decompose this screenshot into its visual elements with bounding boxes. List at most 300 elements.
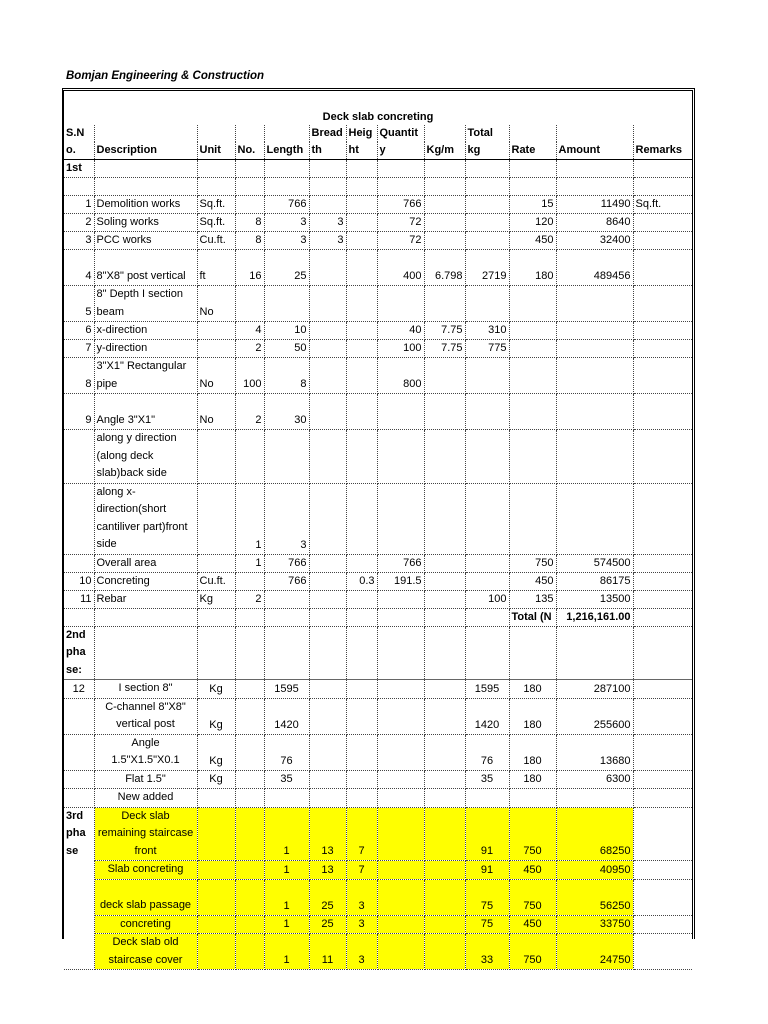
table-cell (309, 250, 346, 286)
table-cell: 13500 (556, 590, 633, 608)
table-cell: 1 (264, 879, 309, 915)
table-cell (377, 394, 424, 430)
table-cell (509, 178, 556, 196)
table-cell (424, 680, 465, 699)
table-cell: 1595 (465, 680, 509, 699)
table-cell: 3 (309, 214, 346, 232)
table-cell: 86175 (556, 572, 633, 590)
table-cell: 5 (64, 286, 94, 322)
phase-label: 1st (64, 160, 94, 178)
table-cell: No (197, 358, 235, 394)
table-row (64, 340, 692, 358)
table-cell (346, 554, 377, 572)
table-cell (235, 286, 264, 322)
table-cell (633, 608, 692, 626)
table-cell (465, 572, 509, 590)
table-row (64, 770, 692, 789)
table-cell (346, 789, 377, 808)
header-quantity-2: y (377, 142, 424, 160)
table-cell (633, 160, 692, 178)
table-cell (424, 554, 465, 572)
description-cell: deck slab passage (94, 879, 197, 915)
table-row (64, 789, 692, 808)
table-cell (94, 178, 197, 196)
table-cell (556, 178, 633, 196)
table-cell: 100 (377, 340, 424, 358)
table-row (64, 286, 692, 322)
table-row highlighted (64, 915, 692, 934)
table-cell: 7.75 (424, 322, 465, 340)
table-cell (346, 680, 377, 699)
table-cell (556, 626, 633, 680)
header-remarks: Remarks (633, 142, 692, 160)
table-cell: 6 (64, 322, 94, 340)
table-cell (377, 680, 424, 699)
table-row (64, 572, 692, 590)
table-cell: 13 (309, 861, 346, 880)
table-cell (424, 861, 465, 880)
table-cell: 1595 (264, 680, 309, 699)
table-cell (424, 626, 465, 680)
table-cell (64, 554, 94, 572)
table-cell (424, 590, 465, 608)
table-cell (424, 734, 465, 770)
total-value: 1,216,161.00 (556, 608, 633, 626)
table-cell (377, 626, 424, 680)
table-cell (197, 626, 235, 680)
table-cell (424, 483, 465, 554)
table-cell (309, 160, 346, 178)
table-cell: 2 (235, 590, 264, 608)
description-cell: I section 8" (94, 680, 197, 699)
table-cell: 35 (264, 770, 309, 789)
table-cell (235, 934, 264, 970)
table-cell: 310 (465, 322, 509, 340)
header-sn-2: o. (64, 142, 94, 160)
table-cell (556, 789, 633, 808)
table-cell: Sq.ft. (197, 196, 235, 214)
table-cell: 255600 (556, 698, 633, 734)
header-length: Length (264, 142, 309, 160)
table-cell (235, 196, 264, 214)
header-unit: Unit (197, 142, 235, 160)
table-cell (309, 340, 346, 358)
description-cell: Angle 3"X1" (94, 394, 197, 430)
table-cell: 6.798 (424, 250, 465, 286)
table-cell: 3 (309, 232, 346, 250)
table-cell (197, 789, 235, 808)
table-cell: 40 (377, 322, 424, 340)
table-cell (424, 879, 465, 915)
table-cell (309, 178, 346, 196)
table-row (64, 554, 692, 572)
table-cell (465, 178, 509, 196)
table-cell: 287100 (556, 680, 633, 699)
table-cell (235, 861, 264, 880)
table-cell (377, 160, 424, 178)
estimate-table (64, 125, 692, 970)
header-height: Heig (346, 125, 377, 142)
table-cell: 2 (64, 214, 94, 232)
header-breadth-2: th (309, 142, 346, 160)
table-cell (64, 430, 94, 484)
table-cell (94, 608, 197, 626)
table-cell (633, 879, 692, 915)
table-cell (424, 394, 465, 430)
table-cell: 450 (509, 915, 556, 934)
table-cell: Kg (197, 590, 235, 608)
table-cell (633, 250, 692, 286)
table-cell: 3 (264, 214, 309, 232)
table-cell: 450 (509, 232, 556, 250)
table-cell: 40950 (556, 861, 633, 880)
table-cell (424, 178, 465, 196)
table-cell (424, 214, 465, 232)
table-cell (633, 807, 692, 861)
table-cell: 25 (309, 915, 346, 934)
table-cell (309, 698, 346, 734)
table-cell: 7 (346, 807, 377, 861)
table-cell (235, 178, 264, 196)
table-cell: 180 (509, 734, 556, 770)
table-cell (633, 178, 692, 196)
table-cell (64, 698, 94, 734)
sheet-title: Deck slab concreting (322, 111, 434, 123)
table-cell: 10 (64, 572, 94, 590)
table-cell: 1 (64, 196, 94, 214)
table-cell: 180 (509, 680, 556, 699)
table-cell: 3 (346, 915, 377, 934)
description-cell: 3"X1" Rectangular pipe (94, 358, 197, 394)
table-cell (309, 430, 346, 484)
table-cell: 33 (465, 934, 509, 970)
table-cell: Kg (197, 770, 235, 789)
header-kgm: Kg/m (424, 142, 465, 160)
table-cell (377, 608, 424, 626)
table-cell: 100 (465, 590, 509, 608)
table-cell (556, 322, 633, 340)
description-cell: Soling works (94, 214, 197, 232)
table-cell (633, 483, 692, 554)
table-cell: 1420 (264, 698, 309, 734)
phase-label: 2nd pha se: (64, 626, 94, 680)
table-cell (633, 789, 692, 808)
table-cell (633, 340, 692, 358)
table-cell: 13680 (556, 734, 633, 770)
header-row-1 (64, 125, 692, 142)
table-cell (94, 160, 197, 178)
table-cell: 72 (377, 214, 424, 232)
table-cell: 8 (64, 358, 94, 394)
table-cell (633, 698, 692, 734)
table-cell: 76 (264, 734, 309, 770)
table-cell: 91 (465, 807, 509, 861)
table-cell (197, 178, 235, 196)
table-cell (235, 879, 264, 915)
table-cell (377, 483, 424, 554)
table-cell (235, 608, 264, 626)
table-cell: 16 (235, 250, 264, 286)
header-sn: S.N (64, 125, 94, 142)
table-cell (94, 626, 197, 680)
table-cell (424, 934, 465, 970)
description-cell: Flat 1.5" (94, 770, 197, 789)
description-cell: Overall area (94, 554, 197, 572)
table-cell (377, 286, 424, 322)
table-cell: 180 (509, 770, 556, 789)
description-cell: x-direction (94, 322, 197, 340)
table-cell (465, 286, 509, 322)
table-cell (346, 608, 377, 626)
table-cell (633, 590, 692, 608)
table-cell: 1 (264, 915, 309, 934)
table-cell: 11 (64, 590, 94, 608)
table-cell (346, 214, 377, 232)
table-cell: 72 (377, 232, 424, 250)
table-cell: No (197, 394, 235, 430)
table-cell (235, 698, 264, 734)
table-cell (509, 394, 556, 430)
table-row (64, 590, 692, 608)
table-cell (377, 698, 424, 734)
description-cell: Slab concreting (94, 861, 197, 880)
table-cell: 15 (509, 196, 556, 214)
description-cell: along y direction (along deck slab)back side (94, 430, 197, 484)
table-cell: 10 (264, 322, 309, 340)
table-cell (346, 250, 377, 286)
table-row highlighted (64, 879, 692, 915)
table-cell: 75 (465, 915, 509, 934)
table-cell (235, 160, 264, 178)
phase-2-label-row (64, 626, 692, 680)
table-cell: 3 (264, 232, 309, 250)
description-cell: along x-direction(short cantiliver part)front side (94, 483, 197, 554)
table-cell (309, 196, 346, 214)
table-cell: Sq.ft. (197, 214, 235, 232)
table-cell (509, 340, 556, 358)
table-cell (633, 934, 692, 970)
table-row (64, 358, 692, 394)
estimate-sheet (62, 88, 695, 966)
table-cell: 775 (465, 340, 509, 358)
table-cell (556, 483, 633, 554)
table-cell (556, 286, 633, 322)
description-cell: Deck slab old staircase cover (94, 934, 197, 970)
table-cell: 12 (64, 680, 94, 699)
table-cell (424, 196, 465, 214)
table-cell (465, 430, 509, 484)
table-cell (633, 394, 692, 430)
table-cell: ft (197, 250, 235, 286)
table-cell (64, 483, 94, 554)
table-cell: 1420 (465, 698, 509, 734)
table-cell: 56250 (556, 879, 633, 915)
table-cell: 766 (264, 554, 309, 572)
table-cell: 489456 (556, 250, 633, 286)
table-cell (346, 430, 377, 484)
table-cell (197, 322, 235, 340)
table-cell: 25 (264, 250, 309, 286)
table-cell: 68250 (556, 807, 633, 861)
table-cell (377, 430, 424, 484)
header-no: No. (235, 142, 264, 160)
table-cell (346, 734, 377, 770)
table-cell (633, 554, 692, 572)
table-cell: Kg (197, 698, 235, 734)
table-cell (424, 608, 465, 626)
table-row (64, 734, 692, 770)
table-cell (235, 572, 264, 590)
table-cell: 9 (64, 394, 94, 430)
table-cell (465, 196, 509, 214)
table-row highlighted (64, 934, 692, 970)
table-cell: 7 (346, 861, 377, 880)
table-cell: 3 (64, 232, 94, 250)
table-cell (309, 572, 346, 590)
table-cell: 450 (509, 861, 556, 880)
table-cell (235, 789, 264, 808)
table-cell: 750 (509, 934, 556, 970)
phase-label: 3rd pha se (64, 807, 94, 970)
table-cell: Kg (197, 734, 235, 770)
table-cell (264, 626, 309, 680)
table-cell (509, 322, 556, 340)
table-cell (309, 358, 346, 394)
table-cell (346, 770, 377, 789)
table-cell (197, 340, 235, 358)
table-cell (309, 286, 346, 322)
table-cell: 180 (509, 698, 556, 734)
table-cell: No (197, 286, 235, 322)
table-cell (235, 807, 264, 861)
table-row (64, 214, 692, 232)
table-cell: 4 (64, 250, 94, 286)
table-cell: 2 (235, 394, 264, 430)
table-cell: 91 (465, 861, 509, 880)
table-cell (465, 789, 509, 808)
total-label: Total (N (509, 608, 556, 626)
table-cell (309, 789, 346, 808)
table-cell: 1 (235, 554, 264, 572)
table-cell: Kg (197, 680, 235, 699)
table-cell (633, 358, 692, 394)
table-cell (264, 160, 309, 178)
table-cell: 50 (264, 340, 309, 358)
header-total-2: kg (465, 142, 509, 160)
table-cell (346, 232, 377, 250)
table-cell (377, 934, 424, 970)
table-cell (465, 608, 509, 626)
table-cell: 25 (309, 879, 346, 915)
table-cell (633, 286, 692, 322)
table-cell (309, 770, 346, 789)
table-cell (633, 214, 692, 232)
table-cell (509, 358, 556, 394)
table-cell (424, 789, 465, 808)
table-cell (346, 340, 377, 358)
table-cell (509, 430, 556, 484)
table-cell (633, 232, 692, 250)
table-cell (346, 160, 377, 178)
table-cell (556, 160, 633, 178)
table-cell (309, 608, 346, 626)
header-height-2: ht (346, 142, 377, 160)
table-cell (556, 340, 633, 358)
table-cell (509, 789, 556, 808)
table-cell: 1 (264, 861, 309, 880)
table-cell (509, 160, 556, 178)
table-cell: 750 (509, 879, 556, 915)
table-cell (556, 430, 633, 484)
table-cell: 8 (235, 214, 264, 232)
table-cell (309, 680, 346, 699)
description-cell: C-channel 8"X8" vertical post (94, 698, 197, 734)
company-name: Bomjan Engineering & Construction (66, 70, 265, 82)
table-cell (264, 608, 309, 626)
table-cell (465, 160, 509, 178)
table-cell (64, 734, 94, 770)
table-cell: 7.75 (424, 340, 465, 358)
table-cell (346, 590, 377, 608)
table-cell (465, 394, 509, 430)
table-cell (633, 430, 692, 484)
header-amount: Amount (556, 142, 633, 160)
table-cell (346, 394, 377, 430)
header-breadth: Bread (309, 125, 346, 142)
header-rate: Rate (509, 142, 556, 160)
table-cell: 7 (64, 340, 94, 358)
table-cell: 2 (235, 340, 264, 358)
table-cell (197, 608, 235, 626)
phase-1-label-row (64, 160, 692, 178)
description-cell: PCC works (94, 232, 197, 250)
table-cell: 400 (377, 250, 424, 286)
description-cell: Demolition works (94, 196, 197, 214)
table-cell (235, 770, 264, 789)
table-cell: 750 (509, 807, 556, 861)
table-cell (377, 590, 424, 608)
table-cell (424, 698, 465, 734)
description-cell: Rebar (94, 590, 197, 608)
table-cell: 3 (346, 879, 377, 915)
table-cell: 191.5 (377, 572, 424, 590)
description-cell: 8" Depth I section beam (94, 286, 197, 322)
table-cell: Cu.ft. (197, 572, 235, 590)
table-cell: 32400 (556, 232, 633, 250)
table-row highlighted (64, 861, 692, 880)
table-cell (346, 196, 377, 214)
table-cell: 180 (509, 250, 556, 286)
table-cell: 13 (309, 807, 346, 861)
table-cell (377, 770, 424, 789)
table-cell: 800 (377, 358, 424, 394)
table-cell (377, 807, 424, 861)
table-cell: 766 (264, 196, 309, 214)
table-cell (309, 626, 346, 680)
table-cell (235, 430, 264, 484)
table-cell: 120 (509, 214, 556, 232)
table-cell (346, 626, 377, 680)
table-cell: 35 (465, 770, 509, 789)
total-row (64, 608, 692, 626)
table-cell: 8640 (556, 214, 633, 232)
table-cell (465, 358, 509, 394)
table-cell: 75 (465, 879, 509, 915)
table-cell (64, 789, 94, 808)
table-cell: 4 (235, 322, 264, 340)
table-cell (424, 232, 465, 250)
table-cell: 135 (509, 590, 556, 608)
